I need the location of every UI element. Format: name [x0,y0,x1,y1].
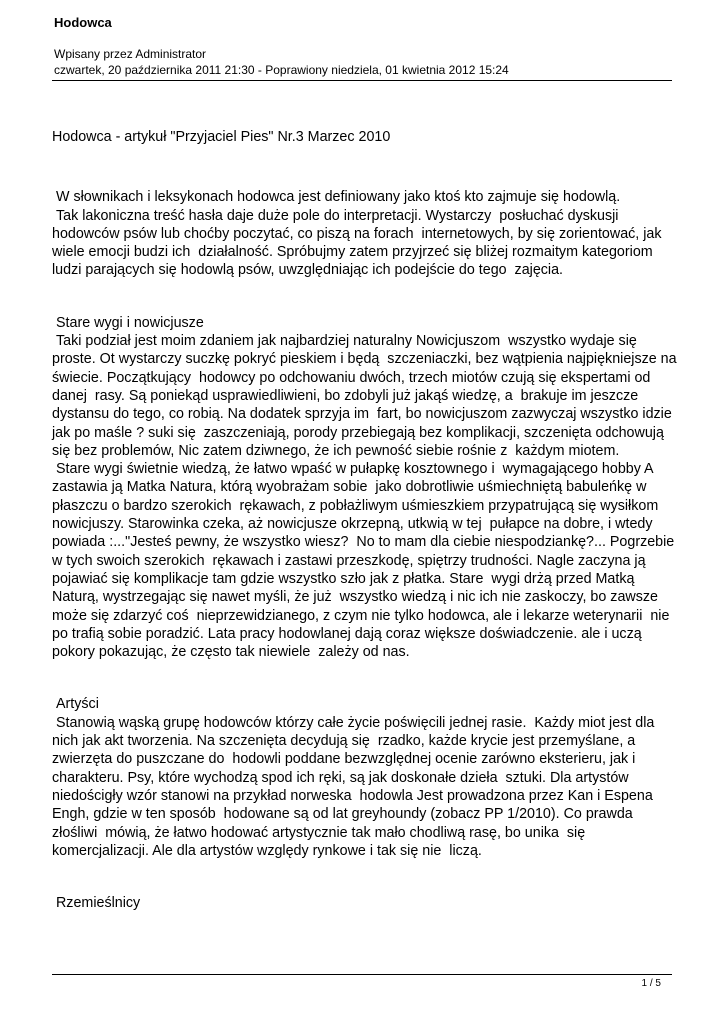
article-heading: Hodowca - artykuł "Przyjaciel Pies" Nr.3 Marzec 2010 [52,129,391,145]
author-line: Wpisany przez Administrator [54,47,207,61]
section-text-artysci: Stanowią wąską grupę hodowców którzy całe życie poświęcili jednej rasie. Każdy miot jest dla nich jak akt tworzenia. Na szczenięta decydują się rzadko, każde krycie jest przemyślane, a zwierzęta do puszczane do hodowli poddane bezwzględnej ocenie zarówno eksterieru, jak i charakteru. Psy, które wychodzą spod ich ręki, są jak doskonałe dzieła sztuki. Dla artystów niedościgły wzór stanowi na przykład norweska hodowla Jest prowadzona przez Kan i Espena Engh, gdzie w ten sposób hodowane są od lat greyhoundy (zobacz PP 1/2010). Co prawda złośliwi mówią, że łatwo hodować artystycznie tak mało chodliwą rasę, bo unika się komercjalizacji. Ale dla artystów względy rynkowe i tak się nie liczą. [52,714,659,859]
section-title-artysci: Artyści [52,696,99,713]
header-divider [52,80,672,81]
page-number: 1 / 5 [641,978,661,989]
article-body [52,128,677,912]
footer-divider [52,974,672,975]
intro-paragraph: W słownikach i leksykonach hodowca jest definiowany jako ktoś kto zajmuje się hodowlą. Tak lakoniczna treść hasła daje duże pole do interpretacji. Wystarczy posłuchać dyskusji hodowców psów lub choćby poczytać, co piszą na forach internetowych, by się zorientować, jak wiele emocji budzi ich działalność. Spróbujmy zatem przyjrzeć się bliżej rozmaitym kategoriom ludzi parających się hodowlą psów, uwzględniając ich podejście do tego zajęcia. [52,189,662,279]
section-title-stare-wygi: Stare wygi i nowicjusze [52,314,204,331]
document-title: Hodowca [54,15,112,30]
date-line: czwartek, 20 października 2011 21:30 - Poprawiony niedziela, 01 kwietnia 2012 15:24 [54,63,509,77]
article-meta [54,46,509,78]
section-title-rzemieslnicy: Rzemieślnicy [52,895,141,912]
section-text-stare-wygi: Taki podział jest moim zdaniem jak najbardziej naturalny Nowicjuszom wszystko wydaje się proste. Ot wystarczy suczkę pokryć pieskiem i będą szczeniaczki, bez wątpienia najpiękniejsze na świecie. Początkujący hodowcy po odchowaniu dwóch, trzech miotów czują się ekspertami od danej rasy. Są poniekąd usprawiedliwieni, bo zdobyli już jakąś wiedzę, a brakuje im jeszcze dystansu do tego, co robią. Na dodatek sprzyja im fart, bo nowicjuszom zazwyczaj wszystko idzie jak po maśle ? suki się zaszczeniają, porody przebiegają bez komplikacji, szczenięta odchowują się bez problemów, Nic zatem dziwnego, że ich pewność siebie rośnie z każdym miotem. Stare wygi świetnie wiedzą, że łatwo wpaść w pułapkę kosztownego i wymagającego hobby A zastawia ją Matka Natura, którą wyobrażam sobie jako dobrotliwie uśmiechniętą babuleńkę w płaszczu o bardzo szerokich rękawach, z pobłażliwym uśmieszkiem przypatrującą się wysiłkom nowicjuszy. Starowinka czeka, aż nowicjusze okrzepną, utkwią w tej pułapce na dobre, i wtedy powiada :..."Jesteś pewny, że wszystko wiesz? No to mam dla ciebie niespodziankę?... Pogrzebie w tych swoich szerokich rękawach i zastawi przeszkodę, spiętrzy trudności. Nagle zaczyna ją pojawiać się komplikacje tam gdzie wszystko szło jak z płatka. Stare wygi drżą przed Matką Naturą, wystrzegając się nawet myśli, że już wszystko wiedzą i nic ich nie zaskoczy, bo zawsze może się zdarzyć coś nieprzewidzianego, z czym nie tylko hodowca, ale i lekarze weterynarii nie po trafią sobie poradzić. Lata pracy hodowlanej dają coraz większe doświadczenie. ale i uczą pokory pokazując, że często tak niewiele zależy od nas. [52,333,677,661]
